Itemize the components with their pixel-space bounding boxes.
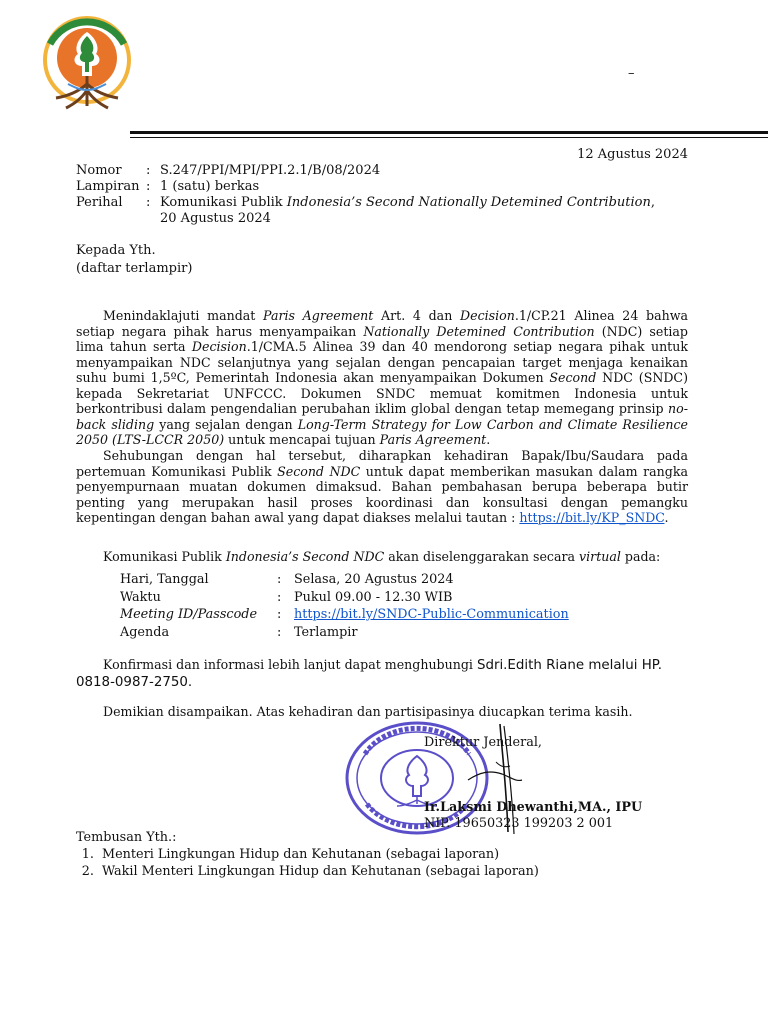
cc-item: 1. Menteri Lingkungan Hidup dan Kehutanan (sebagai laporan)	[98, 846, 539, 863]
schedule-row-time	[120, 589, 674, 607]
perihal-value: Komunikasi Publik Indonesia’s Second Nationally Detemined Contribution,	[160, 195, 655, 210]
schedule-row-day	[120, 571, 674, 589]
day-label: Hari, Tanggal	[120, 572, 209, 587]
time-label: Waktu	[120, 589, 161, 605]
day-value: Selasa, 20 Agustus 2024	[294, 572, 454, 587]
contact-text-1: Konfirmasi dan informasi lebih lanjut dapat menghubungi	[103, 657, 477, 672]
contact-text-2: Sdri.Edith Riane melalui HP. 0818-0987-2750.	[76, 658, 663, 690]
colon: :	[146, 163, 151, 178]
ministry-logo	[38, 14, 136, 112]
signatory-name: Ir.Laksmi Dhewanthi,MA., IPU	[424, 800, 643, 815]
paragraph-3: Komunikasi Publik Indonesia’s Second NDC akan diselenggarakan secara virtual pada:	[103, 549, 661, 564]
header-rule-thin	[130, 137, 768, 138]
paragraph-1: Menindaklajuti mandat Paris Agreement Art. 4 dan Decision.1/CP.21 Alinea 24 bahwa setiap negara pihak harus menyampaikan Nationally Detemined Contribution (NDC) setiap lima tahun serta Decision.1/CMA.5 Alinea 39 dan 40 mendorong setiap negara pihak untuk menyampaikan NDC selanjutnya yang sejalan dengan pencapaian target menjaga kenaikan suhu bumi 1,5ºC, Pemerintah Indonesia akan menyampaikan Dokumen Second NDC (SNDC) kepada Sekretariat UNFCCC. Dokumen SNDC memuat komitmen Indonesia untuk berkontribusi dalam pengendalian perubahan iklim global dengan tetap memegang prinsip no-back sliding yang sejalan dengan Long-Term Strategy for Low Carbon and Climate Resilience 2050 (LTS-LCCR 2050) untuk mencapai tujuan Paris Agreement.	[76, 308, 689, 447]
recipient-line2: (daftar terlampir)	[76, 261, 193, 276]
letter-meta	[76, 163, 680, 227]
colon: :	[146, 195, 151, 210]
letter-date: 12 Agustus 2024	[577, 147, 688, 162]
header-rule-thick	[130, 131, 768, 134]
cc-item: 2. Wakil Menteri Lingkungan Hidup dan Kehutanan (sebagai laporan)	[98, 863, 539, 880]
colon: :	[277, 572, 282, 587]
colon: :	[277, 607, 282, 622]
schedule-row-meeting	[120, 606, 674, 624]
lampiran-label: Lampiran	[76, 179, 140, 194]
perihal-line2: 20 Agustus 2024	[160, 211, 271, 226]
paragraph-2: Sehubungan dengan hal tersebut, diharapkan kehadiran Bapak/Ibu/Saudara pada pertemuan Komunikasi Publik Second NDC untuk dapat memberikan masukan dalam rangka penyempurnaan muatan dokumen dimaksud. Bahan pembahasan berupa beberapa butir penting yang merupakan hasil proses koordinasi dan konsultasi dengan pemangku kepentingan dengan bahan awal yang dapat diakses melalui tautan : https://bit.ly/KP_SNDC.	[76, 448, 688, 525]
time-value: Pukul 09.00 - 12.30 WIB	[294, 589, 453, 605]
perihal-label: Perihal	[76, 195, 123, 210]
meta-perihal	[76, 195, 680, 211]
nomor-value: S.247/PPI/MPI/PPI.2.1/B/08/2024	[160, 163, 381, 178]
cc-list	[76, 846, 539, 880]
closing-sentence: Demikian disampaikan. Atas kehadiran dan partisipasinya diucapkan terima kasih.	[103, 704, 633, 719]
agenda-value: Terlampir	[294, 624, 358, 640]
colon: :	[277, 624, 282, 640]
colon: :	[277, 589, 282, 605]
nomor-label: Nomor	[76, 163, 122, 178]
meeting-link[interactable]: https://bit.ly/SNDC-Public-Communication	[294, 607, 569, 622]
schedule-row-agenda	[120, 624, 674, 642]
lampiran-value: 1 (satu) berkas	[160, 179, 260, 194]
recipient-line1: Kepada Yth.	[76, 243, 156, 258]
cc-title: Tembusan Yth.:	[76, 830, 177, 845]
contact-paragraph	[76, 656, 696, 691]
header-dash: –	[628, 66, 635, 81]
agenda-label: Agenda	[120, 624, 170, 640]
meta-lampiran	[76, 179, 680, 195]
schedule-table	[120, 571, 674, 641]
colon: :	[146, 179, 151, 194]
kp-sndc-link[interactable]: https://bit.ly/KP_SNDC	[519, 510, 665, 525]
signatory-nip: NIP. 19650323 199203 2 001	[424, 816, 614, 831]
meeting-label: Meeting ID/Passcode	[120, 607, 258, 622]
meta-nomor	[76, 163, 680, 179]
signatory-title: Direktur Jenderal,	[424, 735, 542, 750]
carbon-copy	[76, 829, 539, 880]
recipient	[76, 242, 192, 278]
